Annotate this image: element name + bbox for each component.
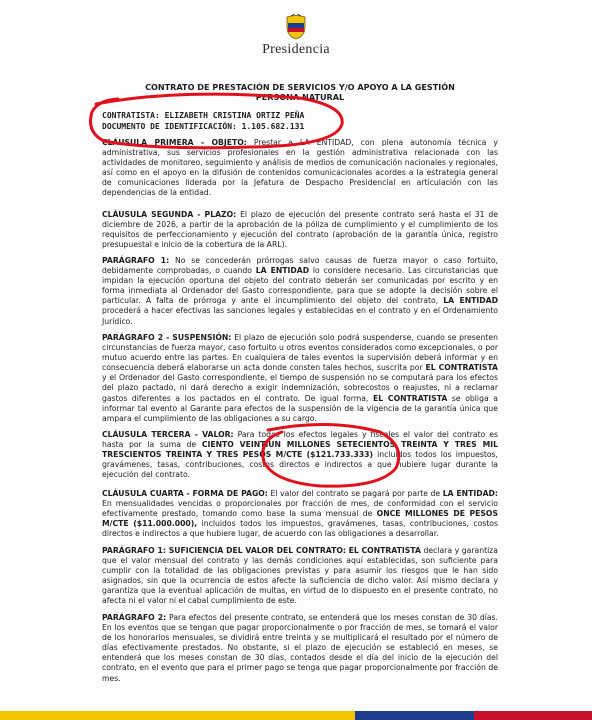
footer-flag-stripe	[0, 711, 592, 720]
contractor-name: CONTRATISTA: ELIZABETH CRISTINA ORTIZ PEÑA	[102, 111, 305, 120]
paragraph-two-text-a: El plazo de ejecución solo podrá suspenderse, cuando se presenten circunstancias de fuerza mayor, caso fortuito u otros eventos considerados como excepcionales, o por mutuo acuerdo entre las partes. En cualquiera de tales eventos la supervisión deberá informar y en consecuencia deberá elaborarse un acta donde consten tales hechos, suscrita por	[102, 333, 498, 373]
paragraph-two-contractor-a: EL CONTRATISTA	[425, 363, 498, 373]
title-line-2: PERSONA NATURAL	[255, 92, 345, 102]
clause-fourth-entity: LA ENTIDAD:	[442, 489, 499, 498]
paragraph-one-entity-a: LA ENTIDAD	[255, 266, 310, 276]
clause-first-text: Prestar a LA ENTIDAD, con plena autonomía técnica y administrativa, sus servicios profesionales en la gestión administrativa relacionada con las actividades de monitoreo, seguimiento y análisis de medios de comunicación nacionales y regionales, así como en el apoyo en la difusión de contenidos comunicacionales acordes a la estrategia general de comunicaciones liderada por la Jefatura de Despacho Presidencial en articulación con las dependencias de la entidad.	[102, 138, 498, 198]
paragraph-two-heading: PARÁGRAFO 2 - SUSPENSIÓN:	[102, 333, 232, 342]
clause-second-heading: CLÁUSULA SEGUNDA - PLAZO:	[102, 210, 237, 219]
clause-fourth-text-b: En mensualidades vencidas o proporcionales por fracción de mes, de conformidad con el servicio efectivamente prestado, tomando como base la suma mensual de	[102, 499, 498, 519]
paragraph-two-contractor-b: EL CONTRATISTA	[372, 393, 448, 403]
brand-name: Presidencia	[262, 42, 330, 57]
monthly-fee: ONCE MILLONES DE PESOS M/CTE ($11.000.000),	[102, 509, 498, 529]
paragraph-one-text-c: procederá a hacer efectivas las sanciones legales y establecidas en el contrato y en el Ordenamiento Jurídico.	[102, 306, 498, 326]
clause-fourth-text-a: El valor del contrato se pagará por parte de	[270, 489, 441, 498]
clause-first-heading: CLÁUSULA PRIMERA - OBJETO:	[102, 138, 247, 147]
red-circle-value	[263, 424, 399, 486]
paragraph-days-heading: PARÁGRAFO 2:	[102, 613, 167, 622]
paragraph-two-text-c: se obliga a informar tal evento al Garante para efectos de la suspensión de la vigencia de la garantía única que ampara el cumplimiento de las obligaciones a su cargo.	[102, 393, 498, 423]
paragraph-sufficiency-heading: PARÁGRAFO 1: SUFICIENCIA DEL VALOR DEL CONTRATO:	[102, 546, 346, 555]
title-line-1: CONTRATO DE PRESTACIÓN DE SERVICIOS Y/O APOYO A LA GESTIÓN	[145, 82, 455, 92]
stripe-blue	[355, 711, 473, 720]
clause-third-text-a: Para todos los efectos legales y fiscales el valor del contrato es hasta por la suma de	[102, 430, 498, 450]
paragraph-one-entity-b: LA ENTIDAD	[443, 296, 498, 306]
paragraph-two-text-b: y el Ordenador del Gasto correspondiente, el tiempo de suspensión no se computará para los efectos del plazo pactado, ni dará derecho a exigir indemnización, sobrecostos o reajustes, ni a reclamar gastos diferentes a los pactados en el contrato. De igual forma,	[102, 373, 498, 403]
clause-fourth-text-c: incluidos todos los impuestos, gravámenes, tasas, contribuciones, costos directos e indirectos a que hubiere lugar, de acuerdo con las obligaciones a desarrollar.	[102, 519, 499, 539]
stripe-red	[474, 711, 592, 720]
paragraph-sufficiency-text: declara y garantiza que el valor mensual del contrato y las demás condiciones aquí establecidas, son suficiente para cumplir con la totalidad de las obligaciones previstas y para asumir los riesgos que le han sido asignados, sin que la ocurrencia de estos afecte la suficiencia de dicho valor. Así mismo declara y garantiza que la eventual aplicación de multas, en virtud de lo dispuesto en el presente contrato, no afecta ni el valor ni el cabal cumplimiento de este.	[102, 546, 498, 606]
clause-fourth-heading: CLÁUSULA CUARTA - FORMA DE PAGO:	[102, 489, 268, 498]
clause-third-text-b: incluidos todos los impuestos, gravámenes, tasas, contribuciones, costos directos e indirectos a que hubiere lugar durante la ejecución del contrato.	[102, 450, 498, 480]
clause-second-text: El plazo de ejecución del presente contrato será hasta el 31 de diciembre de 2026, a partir de la aprobación de la póliza de cumplimiento y el cumplimiento de los requisitos de perfeccionamiento y ejecución del contrato (aprobación de la garantía única, registro presupuestal e inicio de la cobertura de la ARL).	[102, 210, 498, 250]
stripe-yellow	[0, 711, 355, 720]
paragraph-sufficiency-contractor: EL CONTRATISTA	[348, 546, 421, 555]
paragraph-one-text-b: lo considere necesario. Las circunstancias que impidan la ejecución oportuna del objeto del contrato deberán ser comunicadas por escrito y en forma inmediata al Ordenador del Gasto correspondiente, para que se adopte la decisión sobre el particular. A falta de prórroga y ante el incumplimiento del objeto del contrato,	[102, 266, 498, 306]
paragraph-one-text-a: No se concederán prórrogas salvo causas de fuerza mayor o caso fortuito, debidamente comprobadas, o cuando	[102, 256, 498, 276]
contractor-id: DOCUMENTO DE IDENTIFICACIÓN: 1.105.682.131	[102, 121, 305, 131]
paragraph-one-heading: PARÁGRAFO 1:	[102, 256, 170, 265]
paragraph-days-text: Para efectos del presente contrato, se entenderá que los meses constan de 30 días. En los eventos que se tengan que pagar proporcionalmente o por fracción de mes, se tomará el valor de los honorarios mensuales, se dividirá entre treinta y se multiplicará el resultado por el número de días efectivamente prestados. No obstante, si el plazo de ejecución se estableció en meses, se entenderá que los meses constan de 30 días, contados desde el día del inicio de la ejecución del contrato, en el evento que para el primer pago se tenga que pagar proporcionalmente por fracción de mes.	[102, 613, 498, 683]
red-circle-contractor	[91, 94, 343, 148]
contract-value: CIENTO VEINTIUN MILLONES SETECIENTOS TREINTA Y TRES MIL TRESCIENTOS TREINTA Y TRES PESOS M/CTE ($121.733.333)	[102, 440, 498, 460]
clause-third-heading: CLÁUSULA TERCERA - VALOR:	[102, 430, 234, 439]
